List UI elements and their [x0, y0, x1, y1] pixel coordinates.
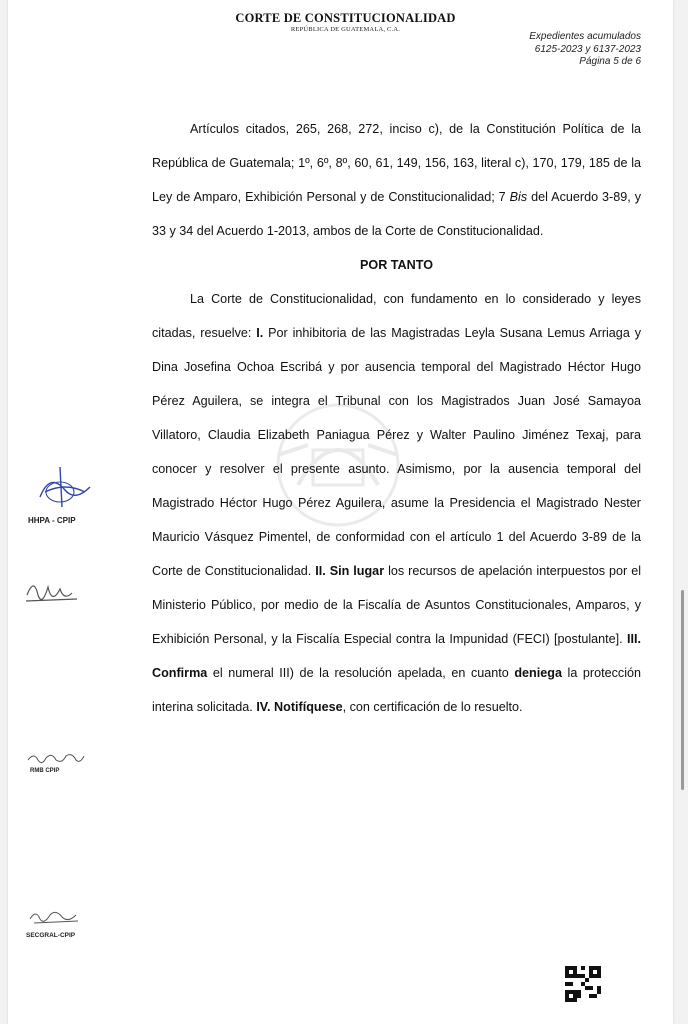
signature-hhpa — [30, 462, 100, 512]
case-info — [529, 31, 641, 69]
signature-label-hhpa: HHPA - CPIP — [28, 516, 76, 525]
resolution-paragraph: La Corte de Constitucionalidad, con fundamento en lo considerado y leyes citadas, resuelve: I. Por inhibitoria de las Magistradas Leyla Susana Lemus Arriaga y Dina Josefina Ochoa Escribá y por ausencia temporal del Magistrado Héctor Hugo Pérez Aguilera, se integra el Tribunal con los Magistrados Juan José Samayoa Villatoro, Claudia Elizabeth Paniagua Pérez y Walter Paulino Jiménez Texaj, para conocer y resolver el presente asunto. Asimismo, por la ausencia temporal del Magistrado Héctor Hugo Pérez Aguilera, asume la Presidencia el Magistrado Nester Mauricio Vásquez Pimentel, de conformidad con el artículo 1 del Acuerdo 3-89 de la Corte de Constitucionalidad. II. Sin lugar los recursos de apelación interpuestos por el Ministerio Público, por medio de la Fiscalía de Asuntos Constitucionales, Amparos, y Exhibición Personal, y la Fiscalía Especial contra la Impunidad (FECI) [postulante]. III. Confirma el numeral III) de la resolución apelada, en cuanto deniega la protección interina solicitada. IV. Notifíquese, con certificación de lo resuelto. — [152, 292, 642, 714]
court-subtitle: REPÚBLICA DE GUATEMALA, C.A. — [290, 26, 401, 33]
signature-label-rmb: RMB CPIP — [30, 768, 60, 774]
court-title: CORTE DE CONSTITUCIONALIDAD — [235, 11, 456, 25]
document-body — [152, 112, 641, 724]
articles-paragraph: Artículos citados, 265, 268, 272, inciso c), de la Constitución Política de la República de Guatemala; 1º, 6º, 8º, 60, 61, 149, 156, 163, literal c), 170, 179, 185 de la Ley de Amparo, Exhibición Personal y de Constitucionalidad; 7 Bis del Acuerdo 3-89, y 33 y 34 del Acuerdo 1-2013, ambos de la Corte de Constitucionalidad. — [152, 122, 641, 238]
document-page — [8, 0, 673, 1024]
signature-secgral — [26, 905, 86, 927]
signature-label-secgral: SECGRAL-CPIP — [26, 932, 76, 939]
qr-code — [565, 966, 601, 1002]
page-number: Página 5 de 6 — [579, 56, 641, 67]
case-line-1: Expedientes acumulados — [529, 31, 641, 42]
signature-2 — [22, 575, 82, 613]
scrollbar[interactable] — [681, 590, 684, 790]
signature-rmb — [26, 748, 86, 768]
case-line-2: 6125-2023 y 6137-2023 — [534, 43, 641, 55]
por-tanto-heading: POR TANTO — [360, 258, 433, 272]
